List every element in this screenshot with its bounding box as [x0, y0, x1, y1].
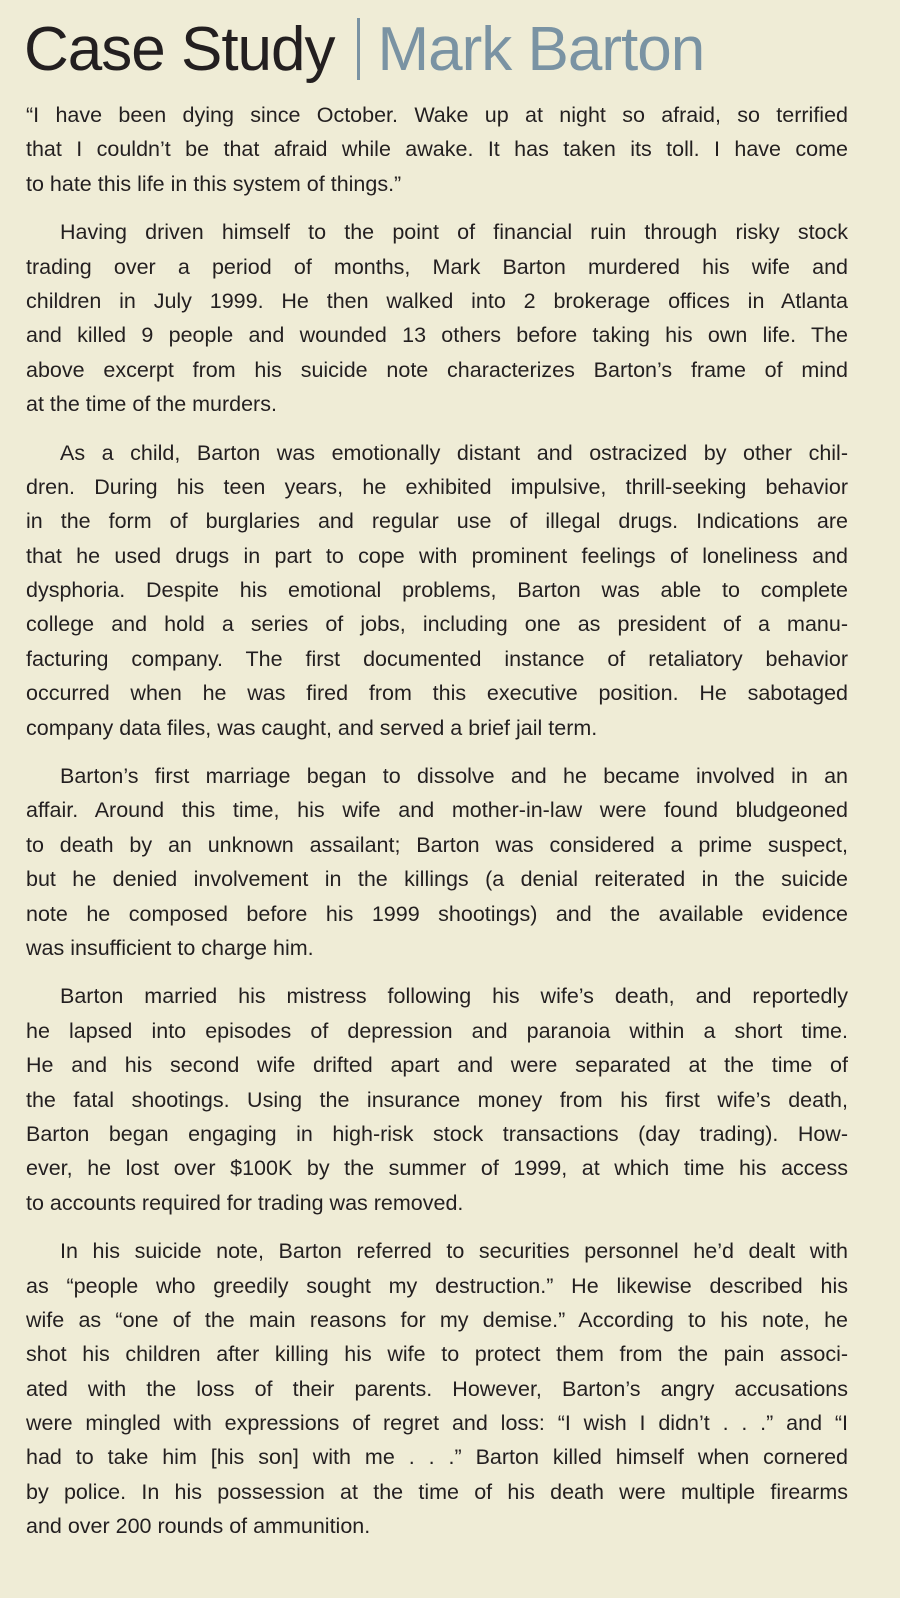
text-line: the fatal shootings. Using the insurance money from his first wife’s death, [26, 1087, 848, 1112]
title-subject: Mark Barton [377, 15, 705, 84]
body-paragraph [26, 1234, 848, 1544]
text-line: college and hold a series of jobs, including one as president of a manu- [26, 612, 848, 637]
text-line: above excerpt from his suicide note characterizes Barton’s frame of mind [26, 357, 848, 382]
body-paragraph [26, 759, 848, 965]
text-line: facturing company. The first documented instance of retaliatory behavior [26, 646, 848, 671]
text-line: Barton married his mistress following his wife’s death, and reportedly [60, 984, 848, 1009]
text-line: trading over a period of months, Mark Barton murdered his wife and [26, 254, 848, 279]
suicide-note-quote [26, 98, 848, 201]
text-line: ever, he lost over $100K by the summer of 1999, at which time his access [26, 1156, 848, 1181]
text-line: ated with the loss of their parents. However, Barton’s angry accusations [26, 1376, 848, 1401]
text-line: shot his children after killing his wife to protect them from the pain associ- [26, 1342, 848, 1367]
text-line: As a child, Barton was emotionally distant and ostracized by other chil- [60, 440, 848, 465]
text-line: In his suicide note, Barton referred to securities personnel he’d dealt with [60, 1239, 848, 1264]
text-line: were mingled with expressions of regret and loss: “I wish I didn’t . . .” and “I [26, 1411, 848, 1436]
text-line: had to take him [his son] with me . . .” Barton killed himself when cornered [26, 1445, 848, 1470]
text-line: that I couldn’t be that afraid while awake. It has taken its toll. I have come [26, 137, 848, 162]
text-line: but he denied involvement in the killings (a denial reiterated in the suicide [26, 867, 848, 892]
text-line: children in July 1999. He then walked into 2 brokerage offices in Atlanta [26, 288, 848, 313]
text-line: that he used drugs in part to cope with prominent feelings of loneliness and [26, 543, 848, 568]
title-divider [357, 18, 360, 80]
text-line: dren. During his teen years, he exhibited impulsive, thrill-seeking behavior [26, 474, 848, 499]
text-line: as “people who greedily sought my destruction.” He likewise described his [26, 1273, 848, 1298]
text-line: at the time of the murders. [26, 392, 277, 417]
title-label: Case Study [24, 15, 335, 84]
text-line: Having driven himself to the point of financial ruin through risky stock [60, 220, 848, 245]
body-paragraph [26, 215, 848, 421]
text-line: in the form of burglaries and regular use of illegal drugs. Indications are [26, 509, 848, 534]
case-study-body [26, 98, 848, 1558]
body-paragraph [26, 979, 848, 1220]
text-line: dysphoria. Despite his emotional problems, Barton was able to complete [26, 578, 848, 603]
text-line: “I have been dying since October. Wake up at night so afraid, so terrified [26, 103, 848, 127]
text-line: by police. In his possession at the time of his death were multiple firearms [26, 1479, 848, 1504]
text-line: wife as “one of the main reasons for my demise.” According to his note, he [26, 1307, 848, 1332]
text-line: he lapsed into episodes of depression and paranoia within a short time. [26, 1018, 848, 1043]
case-study-title [24, 10, 704, 90]
text-line: and killed 9 people and wounded 13 others before taking his own life. The [26, 323, 848, 348]
text-line: was insufficient to charge him. [26, 935, 314, 960]
text-line: occurred when he was fired from this executive position. He sabotaged [26, 681, 848, 706]
text-line: to hate this life in this system of things.” [26, 171, 402, 196]
text-line: affair. Around this time, his wife and mother-in-law were found bludgeoned [26, 798, 848, 823]
text-line: Barton began engaging in high-risk stock transactions (day trading). How- [26, 1121, 848, 1146]
text-line: and over 200 rounds of ammunition. [26, 1514, 371, 1539]
text-line: Barton’s first marriage began to dissolve and he became involved in an [60, 764, 848, 789]
body-paragraph [26, 436, 848, 746]
text-line: note he composed before his 1999 shootings) and the available evidence [26, 901, 848, 926]
text-line: to accounts required for trading was removed. [26, 1190, 464, 1215]
text-line: to death by an unknown assailant; Barton was considered a prime suspect, [26, 832, 848, 857]
text-line: He and his second wife drifted apart and were separated at the time of [26, 1053, 848, 1078]
text-line: company data files, was caught, and served a brief jail term. [26, 715, 598, 740]
